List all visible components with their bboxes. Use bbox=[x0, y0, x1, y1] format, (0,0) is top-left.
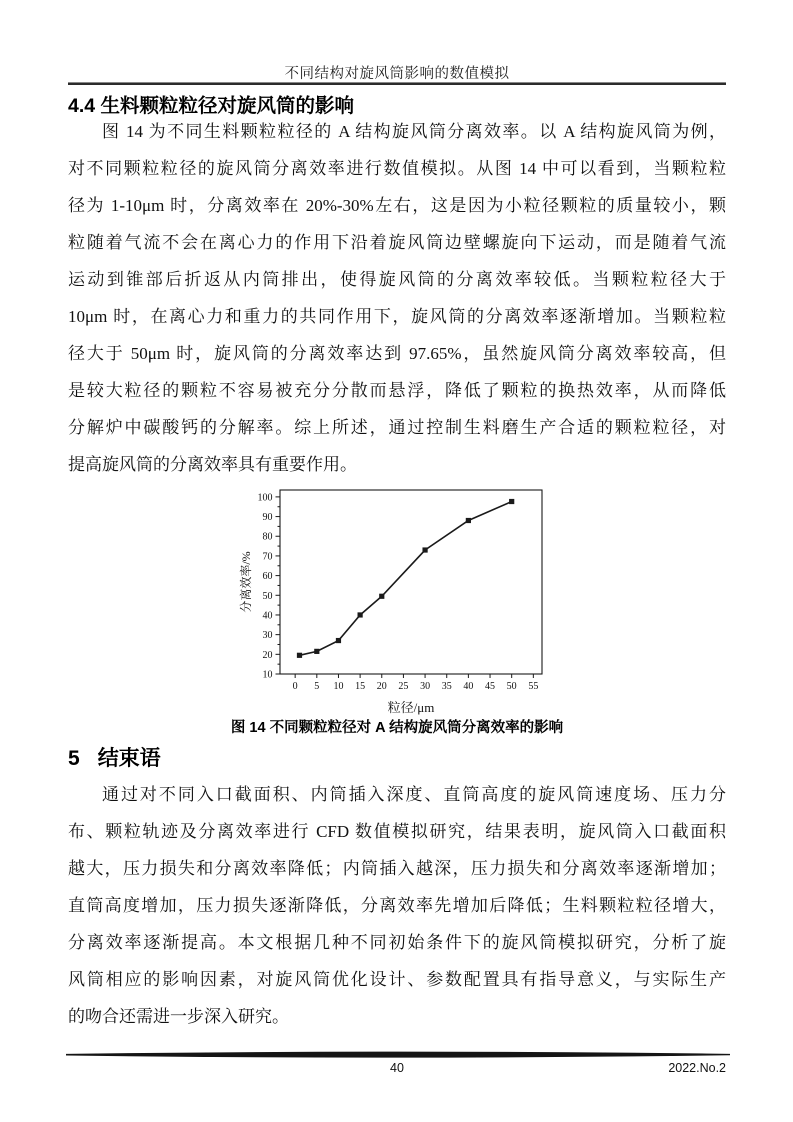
x-tick-label: 5 bbox=[314, 681, 320, 692]
data-point-marker bbox=[358, 612, 363, 617]
y-tick-label: 10 bbox=[262, 669, 273, 681]
y-tick-label: 50 bbox=[262, 590, 273, 602]
text-line: 运动到锥部后折返从内筒排出，使得旋风筒的分离效率较低。当颗粒粒径大于 bbox=[68, 270, 726, 289]
data-point-marker bbox=[379, 594, 384, 599]
x-tick-label: 15 bbox=[355, 681, 366, 692]
text-line: 越大，压力损失和分离效率降低；内筒插入越深，压力损失和分离效率逐渐增加； bbox=[68, 859, 726, 878]
text-line: 径大于 50μm 时，旋风筒的分离效率达到 97.65%，虽然旋风筒分离效率较高，但 bbox=[68, 344, 726, 363]
y-tick-label: 40 bbox=[262, 610, 273, 622]
issue-label: 2022.No.2 bbox=[668, 1061, 726, 1075]
y-tick-label: 90 bbox=[262, 512, 273, 524]
section-5-number: 5 bbox=[68, 747, 80, 770]
section-4-4-heading: 4.4 生料颗粒粒径对旋风筒的影响 bbox=[68, 95, 355, 117]
data-point-marker bbox=[422, 547, 427, 552]
text-line: 10μm 时，在离心力和重力的共同作用下，旋风筒的分离效率逐渐增加。当颗粒粒 bbox=[68, 307, 726, 326]
text-line: 风筒相应的影响因素，对旋风筒优化设计、参数配置具有指导意义，与实际生产 bbox=[68, 970, 726, 989]
text-line: 分离效率逐渐提高。本文根据几种不同初始条件下的旋风筒模拟研究，分析了旋 bbox=[68, 933, 726, 952]
text-line: 的吻合还需进一步深入研究。 bbox=[68, 1007, 289, 1026]
x-tick-label: 30 bbox=[420, 681, 431, 692]
y-axis-label: 分离效率/% bbox=[239, 551, 253, 613]
x-tick-label: 40 bbox=[463, 681, 474, 692]
efficiency-line bbox=[299, 502, 511, 656]
paragraph-particle-size bbox=[68, 113, 726, 483]
section-5-title: 结束语 bbox=[97, 747, 161, 770]
header-rule bbox=[68, 82, 726, 85]
text-line: 通过对不同入口截面积、内筒插入深度、直筒高度的旋风筒速度场、压力分 bbox=[102, 785, 726, 804]
y-tick-label: 80 bbox=[262, 531, 273, 543]
text-line: 粒随着气流不会在离心力的作用下沿着旋风筒边壁螺旋向下运动，而是随着气流 bbox=[68, 233, 726, 252]
footer bbox=[68, 1059, 726, 1079]
x-tick-label: 50 bbox=[506, 681, 517, 692]
page-number: 40 bbox=[390, 1061, 404, 1075]
running-title: 不同结构对旋风筒影响的数值模拟 bbox=[284, 66, 510, 82]
text-line: 是较大粒径的颗粒不容易被充分分散而悬浮，降低了颗粒的换热效率，从而降低 bbox=[68, 381, 726, 400]
y-tick-label: 70 bbox=[262, 551, 273, 563]
data-point-marker bbox=[336, 638, 341, 643]
x-tick-label: 35 bbox=[441, 681, 452, 692]
figure-caption: 图 14 不同颗粒粒径对 A 结构旋风筒分离效率的影响 bbox=[230, 720, 564, 736]
x-tick-label: 10 bbox=[333, 681, 344, 692]
paragraph-conclusion bbox=[68, 776, 726, 1035]
text-line: 分解炉中碳酸钙的分解率。综上所述，通过控制生料磨生产合适的颗粒粒径，对 bbox=[68, 418, 726, 437]
x-tick-label: 25 bbox=[398, 681, 409, 692]
y-tick-label: 60 bbox=[262, 571, 273, 583]
text-line: 提高旋风筒的分离效率具有重要作用。 bbox=[68, 455, 357, 474]
x-tick-label: 0 bbox=[292, 681, 298, 692]
x-tick-label: 20 bbox=[376, 681, 387, 692]
x-axis-label: 粒径/μm bbox=[387, 700, 435, 715]
y-tick-label: 100 bbox=[257, 492, 273, 504]
data-point-marker bbox=[509, 499, 514, 504]
figure-14 bbox=[68, 482, 726, 716]
x-tick-label: 55 bbox=[528, 681, 539, 692]
section-5-heading bbox=[68, 742, 726, 772]
data-point-marker bbox=[297, 653, 302, 658]
y-tick-label: 20 bbox=[262, 649, 273, 661]
text-line: 对不同颗粒粒径的旋风筒分离效率进行数值模拟。从图 14 中可以看到，当颗粒粒 bbox=[68, 159, 726, 178]
text-line: 径为 1-10μm 时，分离效率在 20%-30%左右，这是因为小粒径颗粒的质量较小，颗 bbox=[68, 196, 726, 215]
text-line: 图 14 为不同生料颗粒粒径的 A 结构旋风筒分离效率。以 A 结构旋风筒为例， bbox=[102, 122, 726, 141]
data-point-marker bbox=[314, 649, 319, 654]
data-point-marker bbox=[466, 518, 471, 523]
text-line: 直筒高度增加，压力损失逐渐降低，分离效率先增加后降低；生料颗粒粒径增大， bbox=[68, 896, 726, 915]
text-line: 布、颗粒轨迹及分离效率进行 CFD 数值模拟研究，结果表明，旋风筒入口截面积 bbox=[68, 822, 726, 841]
plot-border bbox=[280, 490, 542, 674]
x-tick-label: 45 bbox=[485, 681, 496, 692]
y-tick-label: 30 bbox=[262, 630, 273, 642]
separation-efficiency-chart bbox=[236, 482, 558, 716]
